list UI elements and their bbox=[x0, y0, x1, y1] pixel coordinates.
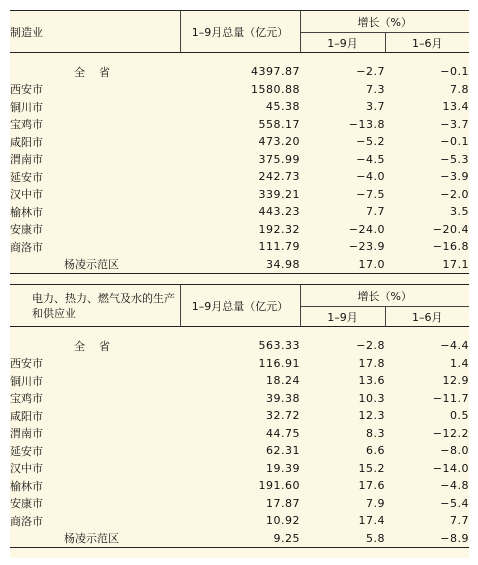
growth-jan-sep: −4.5 bbox=[356, 152, 385, 166]
growth-jan-jun: −8.0 bbox=[440, 444, 470, 458]
region-name: 全省 bbox=[74, 65, 124, 79]
growth-jan-sep: 7.3 bbox=[366, 82, 385, 96]
growth-jan-jun: −4.4 bbox=[440, 339, 470, 353]
total-value: 473.20 bbox=[258, 135, 300, 149]
region-name: 咸阳市 bbox=[10, 135, 43, 149]
total-value: 339.21 bbox=[258, 187, 300, 201]
growth-jan-jun: 12.9 bbox=[442, 374, 470, 388]
growth-column-header: 增长（%） bbox=[300, 11, 469, 33]
total-value: 9.25 bbox=[180, 530, 300, 548]
growth-jan-sep: 5.8 bbox=[300, 530, 385, 548]
growth-sub-header-jan-sep: 1–9月 bbox=[300, 307, 385, 327]
total-value: 192.32 bbox=[258, 222, 300, 236]
table-row bbox=[10, 63, 469, 81]
growth-jan-sep: 17.6 bbox=[358, 479, 385, 493]
growth-jan-sep: 17.0 bbox=[300, 256, 385, 274]
region-name: 宝鸡市 bbox=[10, 392, 43, 406]
total-value: 45.38 bbox=[266, 100, 300, 114]
growth-jan-sep: 7.9 bbox=[366, 496, 385, 510]
total-value: 558.17 bbox=[258, 117, 300, 131]
growth-jan-jun: −3.9 bbox=[440, 170, 470, 184]
region-name: 杨凌示范区 bbox=[10, 530, 180, 548]
table-row bbox=[10, 256, 469, 274]
table-row bbox=[10, 337, 469, 355]
growth-jan-jun: 7.8 bbox=[450, 82, 470, 96]
table-row bbox=[10, 221, 469, 239]
region-name: 全省 bbox=[74, 339, 124, 353]
growth-jan-jun: −4.8 bbox=[440, 479, 470, 493]
region-name: 咸阳市 bbox=[10, 409, 43, 423]
total-value: 17.87 bbox=[266, 496, 300, 510]
table-row bbox=[10, 168, 469, 186]
table-row bbox=[10, 495, 469, 513]
total-value: 1580.88 bbox=[251, 82, 300, 96]
growth-jan-jun: 13.4 bbox=[442, 100, 470, 114]
table-row bbox=[10, 407, 469, 425]
total-value: 4397.87 bbox=[251, 65, 300, 79]
growth-column-header: 增长（%） bbox=[300, 285, 469, 307]
region-name: 汉中市 bbox=[10, 462, 43, 476]
total-value: 10.92 bbox=[266, 514, 300, 528]
table-row bbox=[10, 81, 469, 99]
growth-sub-header-jan-sep: 1–9月 bbox=[300, 33, 385, 53]
growth-jan-jun: −20.4 bbox=[432, 222, 470, 236]
total-value: 34.98 bbox=[180, 256, 300, 274]
growth-jan-jun: −3.7 bbox=[440, 117, 470, 131]
growth-jan-sep: −7.5 bbox=[356, 187, 385, 201]
growth-jan-jun: −2.0 bbox=[440, 187, 470, 201]
total-value: 32.72 bbox=[266, 409, 300, 423]
total-value: 242.73 bbox=[258, 170, 300, 184]
total-column-header: 1–9月总量（亿元） bbox=[180, 11, 300, 53]
growth-jan-sep: −2.7 bbox=[356, 65, 385, 79]
total-value: 443.23 bbox=[258, 205, 300, 219]
table-row bbox=[10, 460, 469, 478]
table-row bbox=[10, 425, 469, 443]
growth-jan-jun: 3.5 bbox=[450, 205, 470, 219]
growth-jan-jun: −14.0 bbox=[432, 461, 470, 475]
total-value: 19.39 bbox=[266, 461, 300, 475]
growth-jan-sep: 12.3 bbox=[358, 409, 385, 423]
region-name: 安康市 bbox=[10, 497, 43, 511]
growth-jan-sep: −2.8 bbox=[356, 339, 385, 353]
total-value: 39.38 bbox=[266, 391, 300, 405]
growth-jan-jun: −0.1 bbox=[440, 135, 470, 149]
growth-jan-jun: −0.1 bbox=[440, 65, 470, 79]
manufacturing-table bbox=[10, 10, 469, 274]
growth-jan-jun: 1.4 bbox=[450, 356, 470, 370]
region-name: 延安市 bbox=[10, 170, 43, 184]
growth-jan-jun: −5.4 bbox=[440, 496, 470, 510]
growth-jan-jun: 17.1 bbox=[385, 256, 469, 274]
table-row bbox=[10, 390, 469, 408]
region-name: 商洛市 bbox=[10, 240, 43, 254]
table-row bbox=[10, 530, 469, 548]
growth-jan-sep: −5.2 bbox=[356, 135, 385, 149]
growth-sub-header-jan-jun: 1–6月 bbox=[412, 36, 443, 50]
spacer-row bbox=[10, 53, 469, 64]
growth-jan-jun: 0.5 bbox=[450, 409, 470, 423]
table-row bbox=[10, 98, 469, 116]
table-row bbox=[10, 186, 469, 204]
total-value: 44.75 bbox=[266, 426, 300, 440]
growth-sub-header-jan-jun: 1–6月 bbox=[412, 310, 443, 324]
region-name: 榆林市 bbox=[10, 479, 43, 493]
growth-jan-jun: 7.7 bbox=[450, 514, 470, 528]
growth-jan-sep: 10.3 bbox=[358, 391, 385, 405]
total-value: 116.91 bbox=[258, 356, 300, 370]
total-value: 191.60 bbox=[258, 479, 300, 493]
table-row bbox=[10, 512, 469, 530]
section-title: 制造业 bbox=[10, 11, 180, 53]
growth-jan-sep: 17.4 bbox=[358, 514, 385, 528]
region-name: 渭南市 bbox=[10, 427, 43, 441]
growth-jan-sep: −13.8 bbox=[348, 117, 385, 131]
table-row bbox=[10, 151, 469, 169]
spacer-row bbox=[10, 327, 469, 338]
total-value: 62.31 bbox=[266, 444, 300, 458]
growth-jan-sep: −23.9 bbox=[348, 240, 385, 254]
region-name: 杨凌示范区 bbox=[10, 256, 180, 274]
growth-jan-sep: 6.6 bbox=[366, 444, 385, 458]
table-row bbox=[10, 203, 469, 221]
total-value: 375.99 bbox=[258, 152, 300, 166]
region-name: 榆林市 bbox=[10, 205, 43, 219]
growth-jan-sep: 13.6 bbox=[358, 374, 385, 388]
growth-jan-sep: 3.7 bbox=[366, 100, 385, 114]
utilities-table bbox=[10, 284, 469, 548]
growth-jan-sep: 17.8 bbox=[358, 356, 385, 370]
region-name: 西安市 bbox=[10, 357, 43, 371]
total-column-header: 1–9月总量（亿元） bbox=[180, 285, 300, 327]
region-name: 商洛市 bbox=[10, 514, 43, 528]
table-row bbox=[10, 116, 469, 134]
growth-jan-jun: −16.8 bbox=[432, 240, 470, 254]
growth-jan-sep: 8.3 bbox=[366, 426, 385, 440]
total-value: 563.33 bbox=[258, 339, 300, 353]
table-row bbox=[10, 355, 469, 373]
growth-jan-jun: −8.9 bbox=[385, 530, 469, 548]
growth-jan-jun: −11.7 bbox=[432, 391, 470, 405]
table-row bbox=[10, 133, 469, 151]
region-name: 渭南市 bbox=[10, 153, 43, 167]
region-name: 安康市 bbox=[10, 223, 43, 237]
region-name: 宝鸡市 bbox=[10, 118, 43, 132]
table-row bbox=[10, 238, 469, 256]
total-value: 18.24 bbox=[266, 374, 300, 388]
growth-jan-sep: −24.0 bbox=[348, 222, 385, 236]
growth-jan-sep: 15.2 bbox=[358, 461, 385, 475]
growth-jan-jun: −12.2 bbox=[432, 426, 470, 440]
region-name: 延安市 bbox=[10, 444, 43, 458]
table-row bbox=[10, 442, 469, 460]
region-name: 铜川市 bbox=[10, 374, 43, 388]
growth-jan-sep: 7.7 bbox=[366, 205, 385, 219]
region-name: 西安市 bbox=[10, 83, 43, 97]
growth-jan-sep: −4.0 bbox=[356, 170, 385, 184]
growth-jan-jun: −5.3 bbox=[440, 152, 470, 166]
table-row bbox=[10, 372, 469, 390]
region-name: 汉中市 bbox=[10, 188, 43, 202]
section-title: 电力、热力、燃气及水的生产和供应业 bbox=[10, 285, 180, 327]
total-value: 111.79 bbox=[258, 240, 300, 254]
region-name: 铜川市 bbox=[10, 100, 43, 114]
table-row bbox=[10, 477, 469, 495]
